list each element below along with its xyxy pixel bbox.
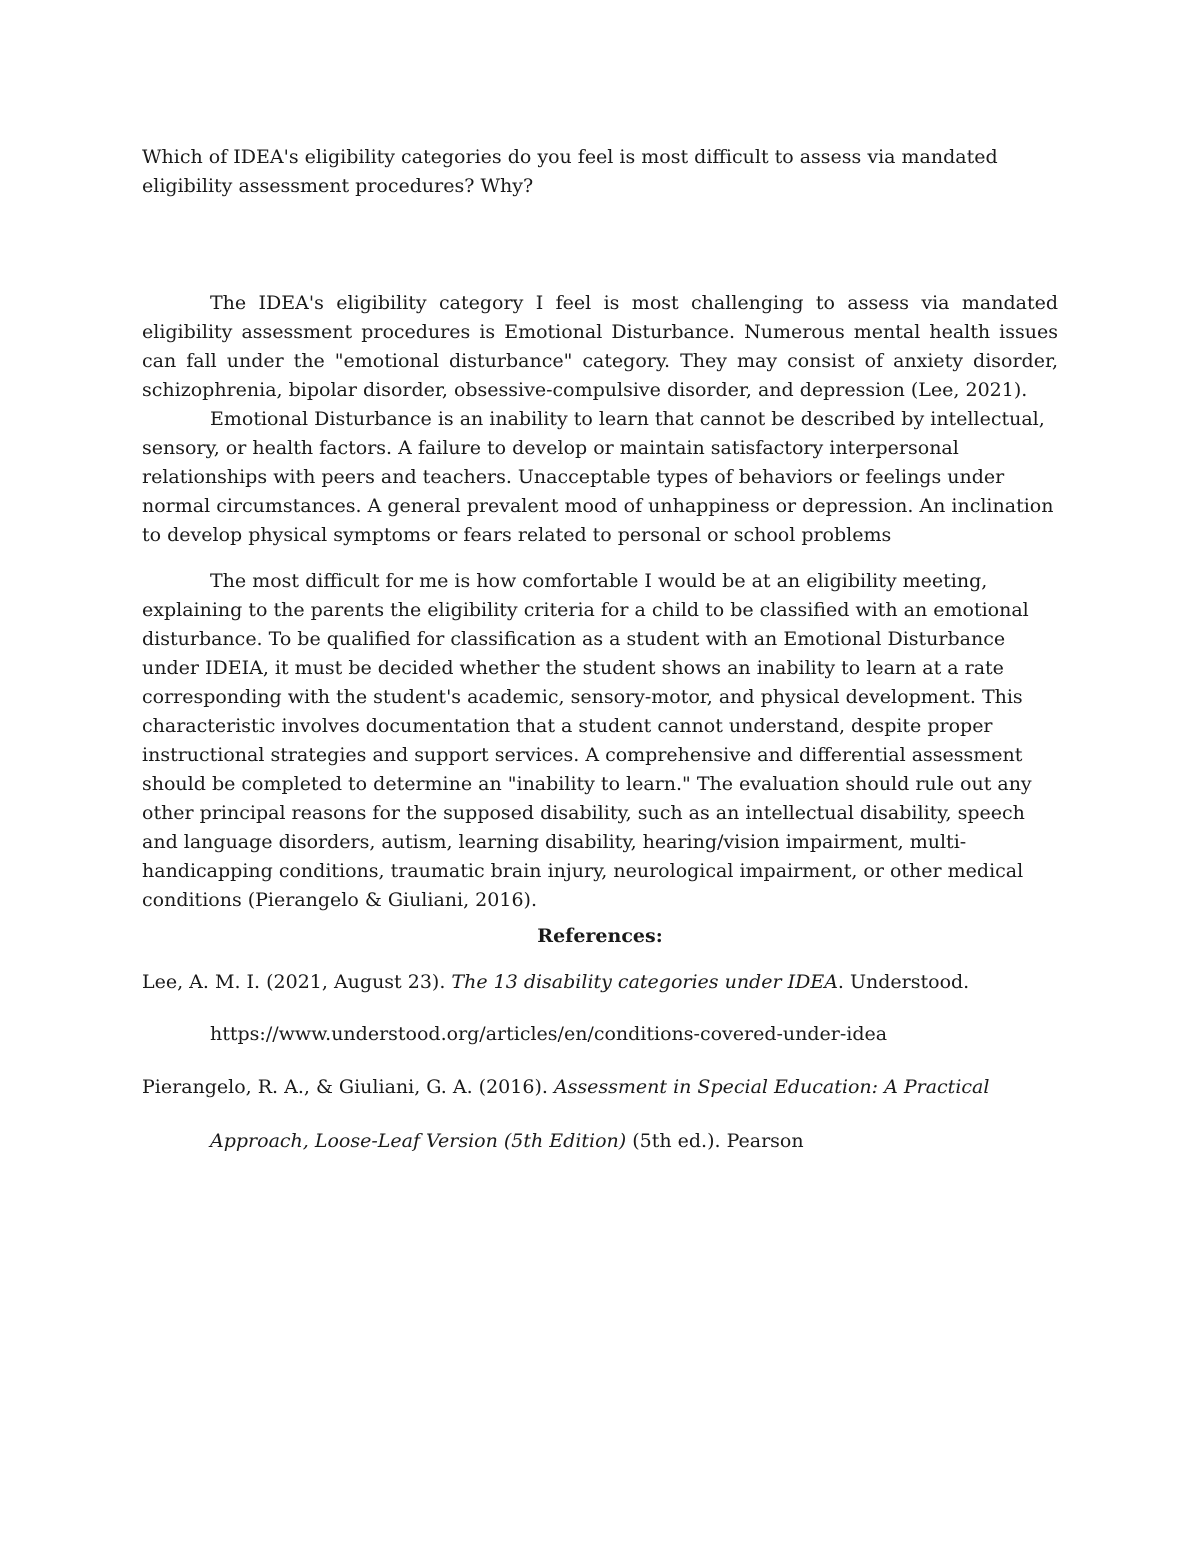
reference-2-suffix: (5th ed.). Pearson [626, 1130, 804, 1152]
paragraph-3: The most difficult for me is how comfortable I would be at an eligibility meeting, explaining to the parents the eligibility criteria for a child to be classified with an emotional disturbance. To be qualified for classification as a student with an Emotional Disturbance under IDEIA, it must be decided whether the student shows an inability to learn at a rate corresponding with the student's academic, sensory-motor, and physical development. This characteristic involves documentation that a student cannot understand, despite proper instructional strategies and support services. A comprehensive and differential assessment should be completed to determine an "inability to learn." The evaluation should rule out any other principal reasons for the supposed disability, such as an intellectual disability, speech and language disorders, autism, learning disability, hearing/vision impairment, multi-handicapping conditions, traumatic brain injury, neurological impairment, or other medical conditions (Pierangelo & Giuliani, 2016). [142, 570, 1032, 911]
reference-2-continuation [142, 1127, 1126, 1156]
reference-2-prefix: Pierangelo, R. A., & Giuliani, G. A. (2016). [142, 1076, 554, 1098]
reference-1-url: https://www.understood.org/articles/en/conditions-covered-under-idea [210, 1023, 888, 1045]
reference-1-prefix: Lee, A. M. I. (2021, August 23). [142, 971, 452, 993]
document-body [142, 143, 1058, 1152]
reference-1-title: The 13 disability categories under IDEA [451, 971, 838, 993]
references-heading: References: [537, 925, 663, 947]
reference-2 [142, 1073, 1058, 1102]
reference-2-title-line1: Assessment in Special Education: A Practical [553, 1076, 990, 1098]
question-text: Which of IDEA's eligibility categories do you feel is most difficult to assess via mandated eligibility assessment procedures? Why? [142, 146, 998, 197]
reference-1 [142, 968, 1058, 997]
paragraph-2: Emotional Disturbance is an inability to learn that cannot be described by intellectual, sensory, or health factors. A failure to develop or maintain satisfactory interpersonal relationships with peers and teachers. Unacceptable types of behaviors or feelings under normal circumstances. A general prevalent mood of unhappiness or depression. An inclination to develop physical symptoms or fears related to personal or school problems [142, 408, 1054, 546]
paragraph-1: The IDEA's eligibility category I feel is most challenging to assess via mandated eligibility assessment procedures is Emotional Disturbance. Numerous mental health issues can fall under the "emotional disturbance" category. They may consist of anxiety disorder, schizophrenia, bipolar disorder, obsessive-compulsive disorder, and depression (Lee, 2021). [142, 292, 1058, 401]
reference-2-title-line2: Approach, Loose-Leaf Version (5th Edition) [210, 1130, 627, 1152]
reference-1-suffix: . Understood. [837, 971, 970, 993]
